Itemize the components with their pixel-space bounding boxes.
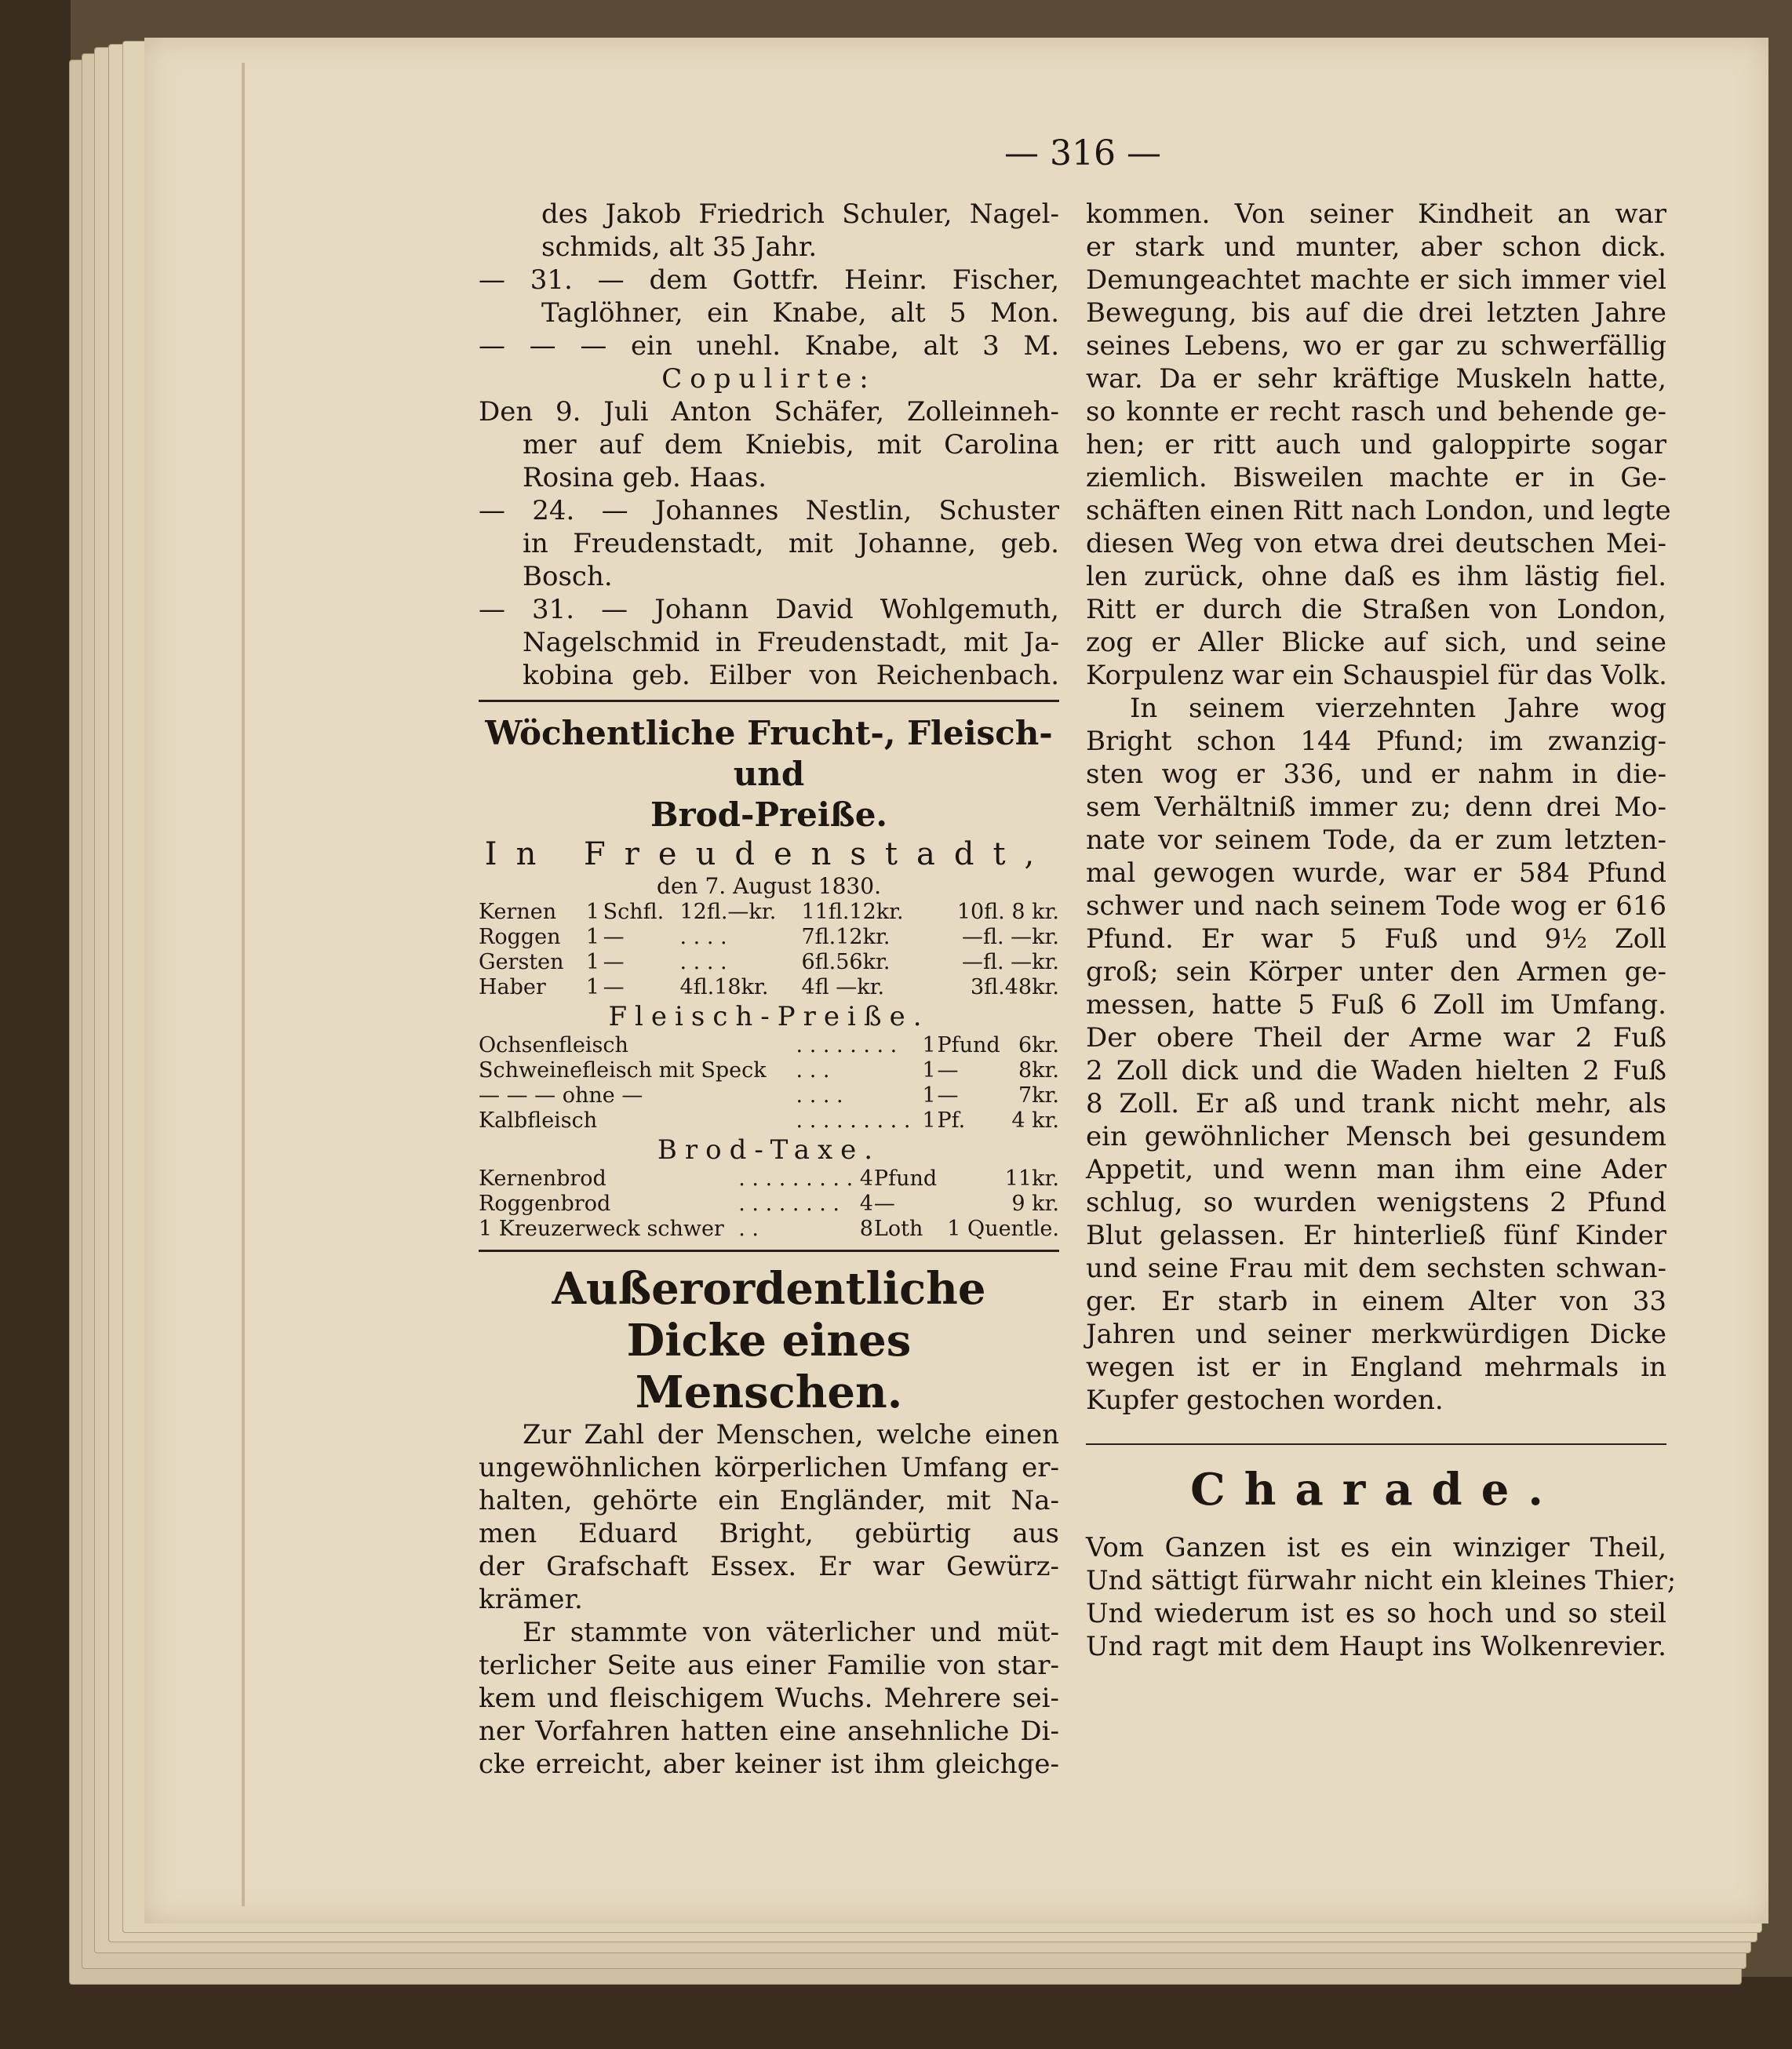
article-line: cke erreicht, aber keiner ist ihm gleichge- xyxy=(479,1749,1059,1780)
copulirte-heading: Copulirte: xyxy=(661,363,876,395)
table-cell: Schweinefleisch mit Speck xyxy=(479,1058,767,1083)
meat-heading: Fleisch-Preiße. xyxy=(608,1001,930,1032)
table-cell: Loth xyxy=(873,1217,923,1241)
table-cell: 1 xyxy=(922,1108,936,1133)
article-line: Bright schon 144 Pfund; im zwanzig- xyxy=(1086,726,1666,757)
background-bottom xyxy=(0,1977,1792,2049)
charade-title: Charade. xyxy=(1190,1464,1562,1516)
table-cell: Gersten xyxy=(479,950,564,974)
article-line: halten, gehörte ein Engländer, mit Na- xyxy=(479,1485,1059,1516)
table-cell: 9 kr. xyxy=(1011,1192,1059,1216)
table-cell: — — — ohne — xyxy=(479,1083,643,1108)
table-cell: — xyxy=(937,1083,959,1108)
record-line: Taglöhner, ein Knabe, alt 5 Mon. xyxy=(541,297,1059,329)
page-fold xyxy=(242,63,245,1906)
article-line: schwer und nach seinem Tode wog er 616 xyxy=(1086,890,1666,922)
table-cell: Ochsenfleisch xyxy=(479,1033,628,1057)
marriage-line: mer auf dem Kniebis, mit Carolina xyxy=(523,429,1059,460)
meat-price-table xyxy=(479,1033,1059,1134)
table-cell: 1 Kreuzerweck schwer xyxy=(479,1217,724,1241)
table-cell: 4fl.18kr. xyxy=(679,975,769,999)
article-line: Pfund. Er war 5 Fuß und 9½ Zoll xyxy=(1086,923,1666,955)
table-row xyxy=(479,950,1059,975)
marriage-line: Nagelschmid in Freudenstadt, mit Ja- xyxy=(523,627,1059,658)
table-row xyxy=(479,900,1059,925)
table-cell: Pfund xyxy=(873,1166,938,1191)
table-cell: Kernenbrod xyxy=(479,1166,606,1191)
left-column xyxy=(479,198,1059,1781)
record-line: des Jakob Friedrich Schuler, Nagel- xyxy=(541,198,1059,230)
article-line: Bewegung, bis auf die drei letzten Jahre xyxy=(1086,297,1666,329)
table-cell: 1 xyxy=(585,975,600,999)
article-line: ziemlich. Bisweilen machte er in Ge- xyxy=(1086,462,1666,493)
article-line: schäften einen Ritt nach London, und legte xyxy=(1086,495,1671,526)
article-line: ger. Er starb in einem Alter von 33 xyxy=(1086,1286,1666,1317)
table-cell: 1 xyxy=(922,1058,936,1083)
table-cell: 3fl.48kr. xyxy=(970,975,1059,999)
table-cell: 7fl.12kr. xyxy=(801,925,891,949)
charade-line: Und ragt mit dem Haupt ins Wolkenrevier. xyxy=(1086,1631,1666,1662)
table-cell: 8kr. xyxy=(1018,1058,1059,1083)
record-line: — 31. — dem Gottfr. Heinr. Fischer, xyxy=(479,264,1059,296)
article-line: Korpulenz war ein Schauspiel für das Volk. xyxy=(1086,660,1667,691)
table-row xyxy=(479,1192,1059,1217)
article-line: kommen. Von seiner Kindheit an war xyxy=(1086,198,1666,230)
article-line: Jahren und seiner merkwürdigen Dicke xyxy=(1086,1319,1666,1350)
article-line: ner Vorfahren hatten eine ansehnliche Di- xyxy=(479,1716,1059,1747)
town-heading: In Freudenstadt, xyxy=(484,836,1054,872)
article-line: zog er Aller Blicke auf sich, und seine xyxy=(1086,627,1666,658)
article-line: men Eduard Bright, gebürtig aus xyxy=(479,1518,1059,1549)
article-title: Menschen. xyxy=(635,1367,903,1418)
section-divider xyxy=(479,700,1059,702)
article-line: Kupfer gestochen worden. xyxy=(1086,1385,1444,1416)
table-cell: Pf. xyxy=(937,1108,966,1133)
table-cell: . . . . xyxy=(679,925,727,949)
table-cell: 4 kr. xyxy=(1011,1108,1059,1133)
marriage-line: in Freudenstadt, mit Johanne, geb. xyxy=(523,528,1059,559)
article-line: Appetit, und wenn man ihm eine Ader xyxy=(1086,1154,1666,1185)
table-cell: . . . . . . . . . xyxy=(796,1108,911,1133)
table-row xyxy=(479,1217,1059,1242)
marriage-line: kobina geb. Eilber von Reichenbach. xyxy=(523,660,1059,691)
table-row xyxy=(479,1108,1059,1134)
article-line: len zurück, ohne daß es ihm lästig fiel. xyxy=(1086,561,1666,592)
article-line: In seinem vierzehnten Jahre wog xyxy=(1130,693,1666,724)
table-cell: Kalbfleisch xyxy=(479,1108,598,1133)
prices-title: Brod-Preiße. xyxy=(650,795,888,834)
section-divider xyxy=(479,1250,1059,1252)
article-line: wegen ist er in England mehrmals in xyxy=(1086,1352,1666,1383)
article-line: ungewöhnlichen körperlichen Umfang er- xyxy=(479,1452,1059,1483)
article-line: so konnte er recht rasch und behende ge- xyxy=(1086,396,1666,428)
table-cell: 1 xyxy=(922,1033,936,1057)
table-cell: 8 xyxy=(859,1217,873,1241)
page-number: — 316 — xyxy=(1004,133,1161,173)
article-line: kem und fleischigem Wuchs. Mehrere sei- xyxy=(479,1683,1059,1714)
article-line: groß; sein Körper unter den Armen ge- xyxy=(1086,956,1666,988)
article-line: er stark und munter, aber schon dick. xyxy=(1086,231,1666,263)
article-line: sten wog er 336, und er nahm in die- xyxy=(1086,759,1666,790)
table-cell: Haber xyxy=(479,975,546,999)
article-line: mal gewogen wurde, war er 584 Pfund xyxy=(1086,857,1666,889)
article-title: Außerordentliche Dicke eines xyxy=(552,1263,986,1367)
table-cell: 7kr. xyxy=(1018,1083,1059,1108)
table-cell: Roggen xyxy=(479,925,561,949)
table-cell: . . . . . . . . xyxy=(738,1192,840,1216)
article-line: terlicher Seite aus einer Familie von star- xyxy=(479,1650,1059,1681)
table-cell: 10fl. 8 kr. xyxy=(956,900,1059,924)
table-cell: Schfl. xyxy=(603,900,665,924)
article-line: diesen Weg von etwa drei deutschen Mei- xyxy=(1086,528,1666,559)
table-cell: . . . . . . . . xyxy=(796,1033,898,1057)
marriage-line: Bosch. xyxy=(523,561,613,592)
article-line: Er stammte von väterlicher und müt- xyxy=(523,1617,1059,1648)
table-cell: 6kr. xyxy=(1018,1033,1059,1057)
article-line: Der obere Theil der Arme war 2 Fuß xyxy=(1086,1022,1666,1054)
article-line: krämer. xyxy=(479,1584,583,1615)
article-line: Zur Zahl der Menschen, welche einen xyxy=(523,1419,1059,1450)
article-line: 2 Zoll dick und die Waden hielten 2 Fuß xyxy=(1086,1055,1666,1086)
marriage-line: Den 9. Juli Anton Schäfer, Zolleinneh- xyxy=(479,396,1059,428)
article-line: seines Lebens, wo er gar zu schwerfällig xyxy=(1086,330,1666,362)
table-row xyxy=(479,1058,1059,1083)
price-date: den 7. August 1830. xyxy=(657,873,881,899)
table-cell: 4fl —kr. xyxy=(801,975,885,999)
article-line: Demungeachtet machte er sich immer viel xyxy=(1086,264,1666,296)
table-cell: . . xyxy=(738,1217,759,1241)
article-line: war. Da er sehr kräftige Muskeln hatte, xyxy=(1086,363,1666,395)
table-row xyxy=(479,1083,1059,1108)
table-cell: — xyxy=(937,1058,959,1083)
table-cell: . . . . xyxy=(796,1083,843,1108)
article-line: schlug, so wurden wenigstens 2 Pfund xyxy=(1086,1187,1666,1218)
table-cell: 4 xyxy=(859,1192,873,1216)
table-cell: . . . . xyxy=(679,950,727,974)
background-left xyxy=(0,0,71,2049)
section-divider xyxy=(1086,1443,1666,1445)
marriage-line: — 31. — Johann David Wohlgemuth, xyxy=(479,594,1059,625)
table-cell: 1 xyxy=(585,925,600,949)
bread-heading: Brod-Taxe. xyxy=(657,1134,881,1166)
article-line: Blut gelassen. Er hinterließ fünf Kinder xyxy=(1086,1220,1666,1251)
article-line: der Grafschaft Essex. Er war Gewürz- xyxy=(479,1551,1059,1582)
table-cell: —fl. —kr. xyxy=(961,925,1059,949)
article-line: Ritt er durch die Straßen von London, xyxy=(1086,594,1666,625)
table-row xyxy=(479,925,1059,950)
table-cell: — xyxy=(873,1192,895,1216)
grain-price-table xyxy=(479,900,1059,1000)
table-cell: Roggenbrod xyxy=(479,1192,611,1216)
table-cell: —fl. —kr. xyxy=(961,950,1059,974)
article-line: sem Verhältniß immer zu; denn drei Mo- xyxy=(1086,792,1666,823)
table-cell: 11fl.12kr. xyxy=(801,900,904,924)
table-cell: 1 xyxy=(585,900,600,924)
charade-line: Und sättigt fürwahr nicht ein kleines Thier; xyxy=(1086,1565,1677,1596)
table-cell: — xyxy=(603,925,625,949)
table-cell: 1 xyxy=(922,1083,936,1108)
table-cell: Pfund xyxy=(937,1033,1000,1057)
table-cell: — xyxy=(603,975,625,999)
table-row xyxy=(479,975,1059,1000)
table-cell: Kernen xyxy=(479,900,557,924)
table-row xyxy=(479,1033,1059,1058)
charade-line: Und wiederum ist es so hoch und so steil xyxy=(1086,1598,1666,1629)
bread-price-table xyxy=(479,1166,1059,1242)
table-cell: 6fl.56kr. xyxy=(801,950,891,974)
table-cell: 1 Quentle. xyxy=(947,1217,1059,1241)
right-column xyxy=(1086,198,1677,1663)
article-line: ein gewöhnlicher Mensch bei gesundem xyxy=(1086,1121,1666,1152)
marriage-line: Rosina geb. Haas. xyxy=(523,462,767,493)
article-line: 8 Zoll. Er aß und trank nicht mehr, als xyxy=(1086,1088,1666,1119)
article-line: messen, hatte 5 Fuß 6 Zoll im Umfang. xyxy=(1086,989,1666,1021)
marriage-line: — 24. — Johannes Nestlin, Schuster xyxy=(479,495,1059,526)
charade-line: Vom Ganzen ist es ein winziger Theil, xyxy=(1086,1532,1666,1563)
table-cell: — xyxy=(603,950,625,974)
article-line: und seine Frau mit dem sechsten schwan- xyxy=(1086,1253,1666,1284)
record-line: schmids, alt 35 Jahr. xyxy=(541,231,818,263)
table-cell: 12fl.—kr. xyxy=(679,900,777,924)
table-cell: 1 xyxy=(585,950,600,974)
table-cell: 4 xyxy=(859,1166,873,1191)
article-line: nate vor seinem Tode, da er zum letzten- xyxy=(1086,824,1666,856)
record-line: — — — ein unehl. Knabe, alt 3 M. xyxy=(479,330,1059,362)
table-cell: 11kr. xyxy=(1004,1166,1059,1191)
table-row xyxy=(479,1166,1059,1192)
table-cell: . . . xyxy=(796,1058,830,1083)
table-cell: . . . . . . . . . xyxy=(738,1166,854,1191)
prices-title: Wöchentliche Frucht-, Fleisch- und xyxy=(485,714,1053,793)
article-line: hen; er ritt auch und galoppirte sogar xyxy=(1086,429,1666,460)
